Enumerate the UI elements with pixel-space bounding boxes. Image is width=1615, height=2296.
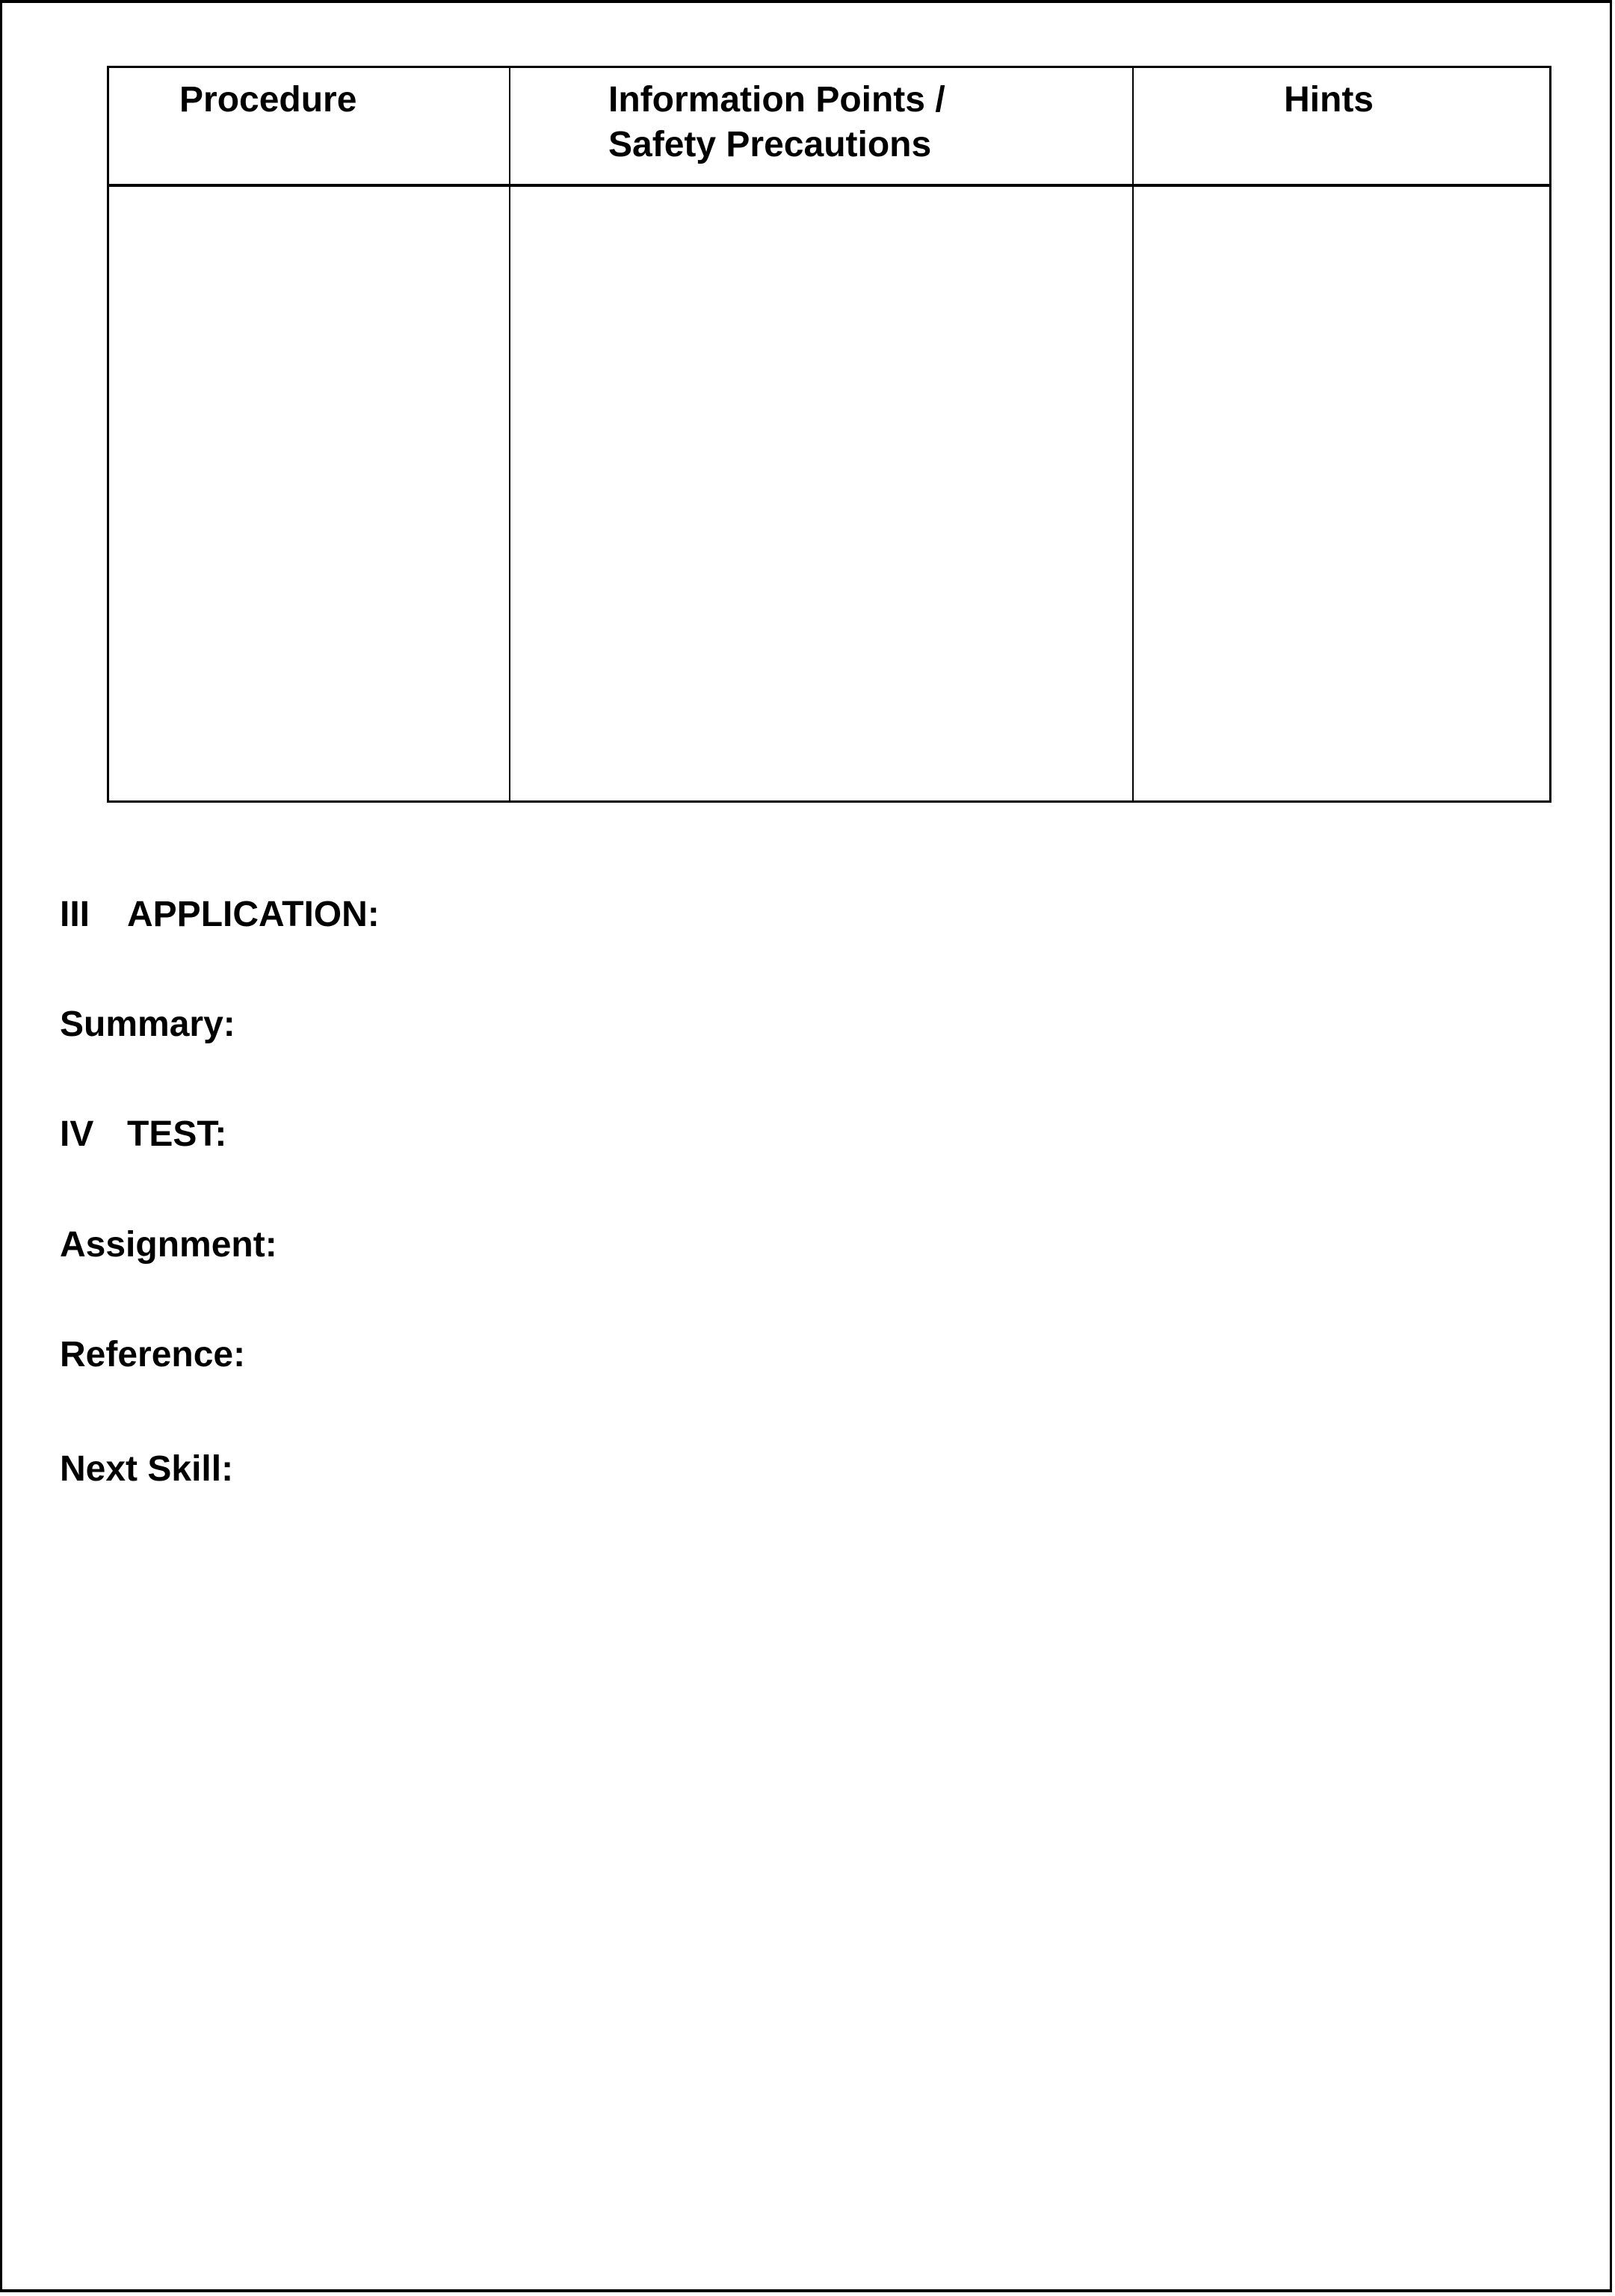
section-heading-reference xyxy=(60,1333,245,1377)
section-numeral-test: IV xyxy=(60,1114,94,1154)
section-numeral-application: III xyxy=(60,895,90,934)
table-header-information-points-line1: Information Points / xyxy=(608,80,945,120)
section-heading-test xyxy=(60,1112,226,1157)
table-header-procedure-label: Procedure xyxy=(179,80,357,120)
table-cell-information-points-empty xyxy=(510,187,1134,800)
section-label-summary: Summary: xyxy=(60,1004,235,1044)
section-label-reference: Reference: xyxy=(60,1335,246,1374)
section-heading-next-skill xyxy=(60,1447,233,1492)
section-heading-summary xyxy=(60,1002,235,1047)
table-header-information-points-line2: Safety Precautions xyxy=(608,125,932,164)
procedure-table xyxy=(107,66,1551,803)
section-label-application: APPLICATION: xyxy=(127,895,380,934)
table-header-hints-label: Hints xyxy=(1284,80,1374,120)
table-cell-hints-empty xyxy=(1134,187,1549,800)
table-header-hints xyxy=(1134,68,1549,187)
section-label-assignment: Assignment: xyxy=(60,1225,277,1265)
section-label-next-skill: Next Skill: xyxy=(60,1449,234,1489)
table-cell-procedure-empty xyxy=(109,187,510,800)
section-label-test: TEST: xyxy=(127,1114,227,1154)
section-heading-assignment xyxy=(60,1223,277,1268)
section-heading-application xyxy=(60,892,380,937)
table-header-information-points xyxy=(510,68,1134,187)
table-header-procedure xyxy=(109,68,510,187)
